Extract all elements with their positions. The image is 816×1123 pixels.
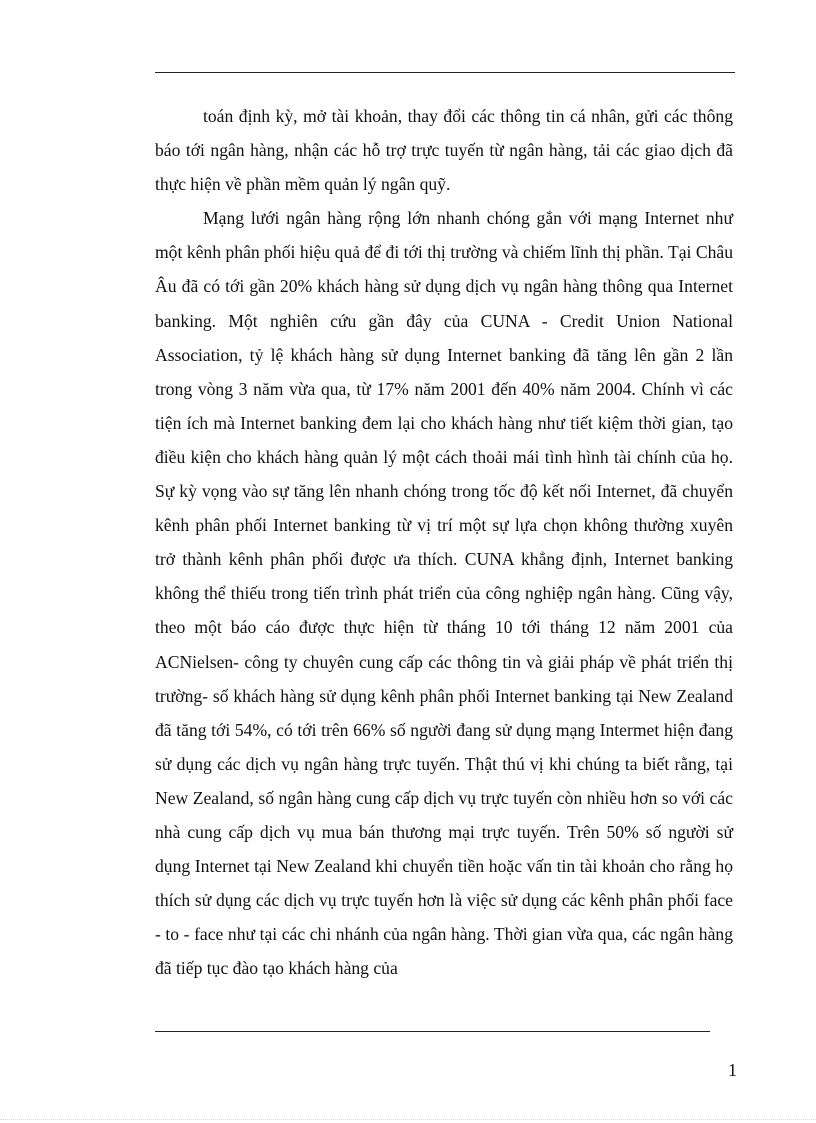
page-edge-divider: [0, 1119, 816, 1120]
page-number: 1: [728, 1060, 737, 1080]
header-rule: [155, 72, 735, 73]
document-body: [155, 99, 733, 985]
paragraph-continuation: toán định kỳ, mở tài khoản, thay đổi các thông tin cá nhân, gửi các thông báo tới ngân hàng, nhận các hỗ trợ trực tuyến từ ngân hàng, tải các giao dịch đã thực hiện về phần mềm quản lý ngân quỹ.: [155, 106, 733, 195]
footer-rule: [155, 1031, 710, 1032]
paragraph-internet-banking: Mạng lưới ngân hàng rộng lớn nhanh chóng gắn với mạng Internet như một kênh phân phối hiệu quả để đi tới thị trường và chiếm lĩnh thị phần. Tại Châu Âu đã có tới gần 20% khách hàng sử dụng dịch vụ ngân hàng thông qua Internet banking. Một nghiên cứu gần đây của CUNA - Credit Union National Association, tỷ lệ khách hàng sử dụng Internet banking đã tăng lên gần 2 lần trong vòng 3 năm vừa qua, từ 17% năm 2001 đến 40% năm 2004. Chính vì các tiện ích mà Internet banking đem lại cho khách hàng như tiết kiệm thời gian, tạo điều kiện cho khách hàng quản lý một cách thoải mái tình hình tài chính của họ. Sự kỳ vọng vào sự tăng lên nhanh chóng trong tốc độ kết nối Internet, đã chuyển kênh phân phối Internet banking từ vị trí một sự lựa chọn không thường xuyên trở thành kênh phân phối được ưa thích. CUNA khẳng định, Internet banking không thể thiếu trong tiến trình phát triển của công nghiệp ngân hàng. Cũng vậy, theo một báo cáo được thực hiện từ tháng 10 tới tháng 12 năm 2001 của ACNielsen- công ty chuyên cung cấp các thông tin và giải pháp về phát triển thị trường- số khách hàng sử dụng kênh phân phối Internet banking tại New Zealand đã tăng tới 54%, có tới trên 66% số người đang sử dụng mạng Intermet hiện đang sử dụng các dịch vụ ngân hàng trực tuyến. Thật thú vị khi chúng ta biết rằng, tại New Zealand, số ngân hàng cung cấp dịch vụ trực tuyến còn nhiều hơn so với các nhà cung cấp dịch vụ mua bán thương mại trực tuyến. Trên 50% số người sử dụng Internet tại New Zealand khi chuyển tiền hoặc vấn tin tài khoản cho rằng họ thích sử dụng các dịch vụ trực tuyến hơn là việc sử dụng các kênh phân phối face - to - face như tại các chi nhánh của ngân hàng. Thời gian vừa qua, các ngân hàng đã tiếp tục đào tạo khách hàng của: [155, 208, 733, 979]
